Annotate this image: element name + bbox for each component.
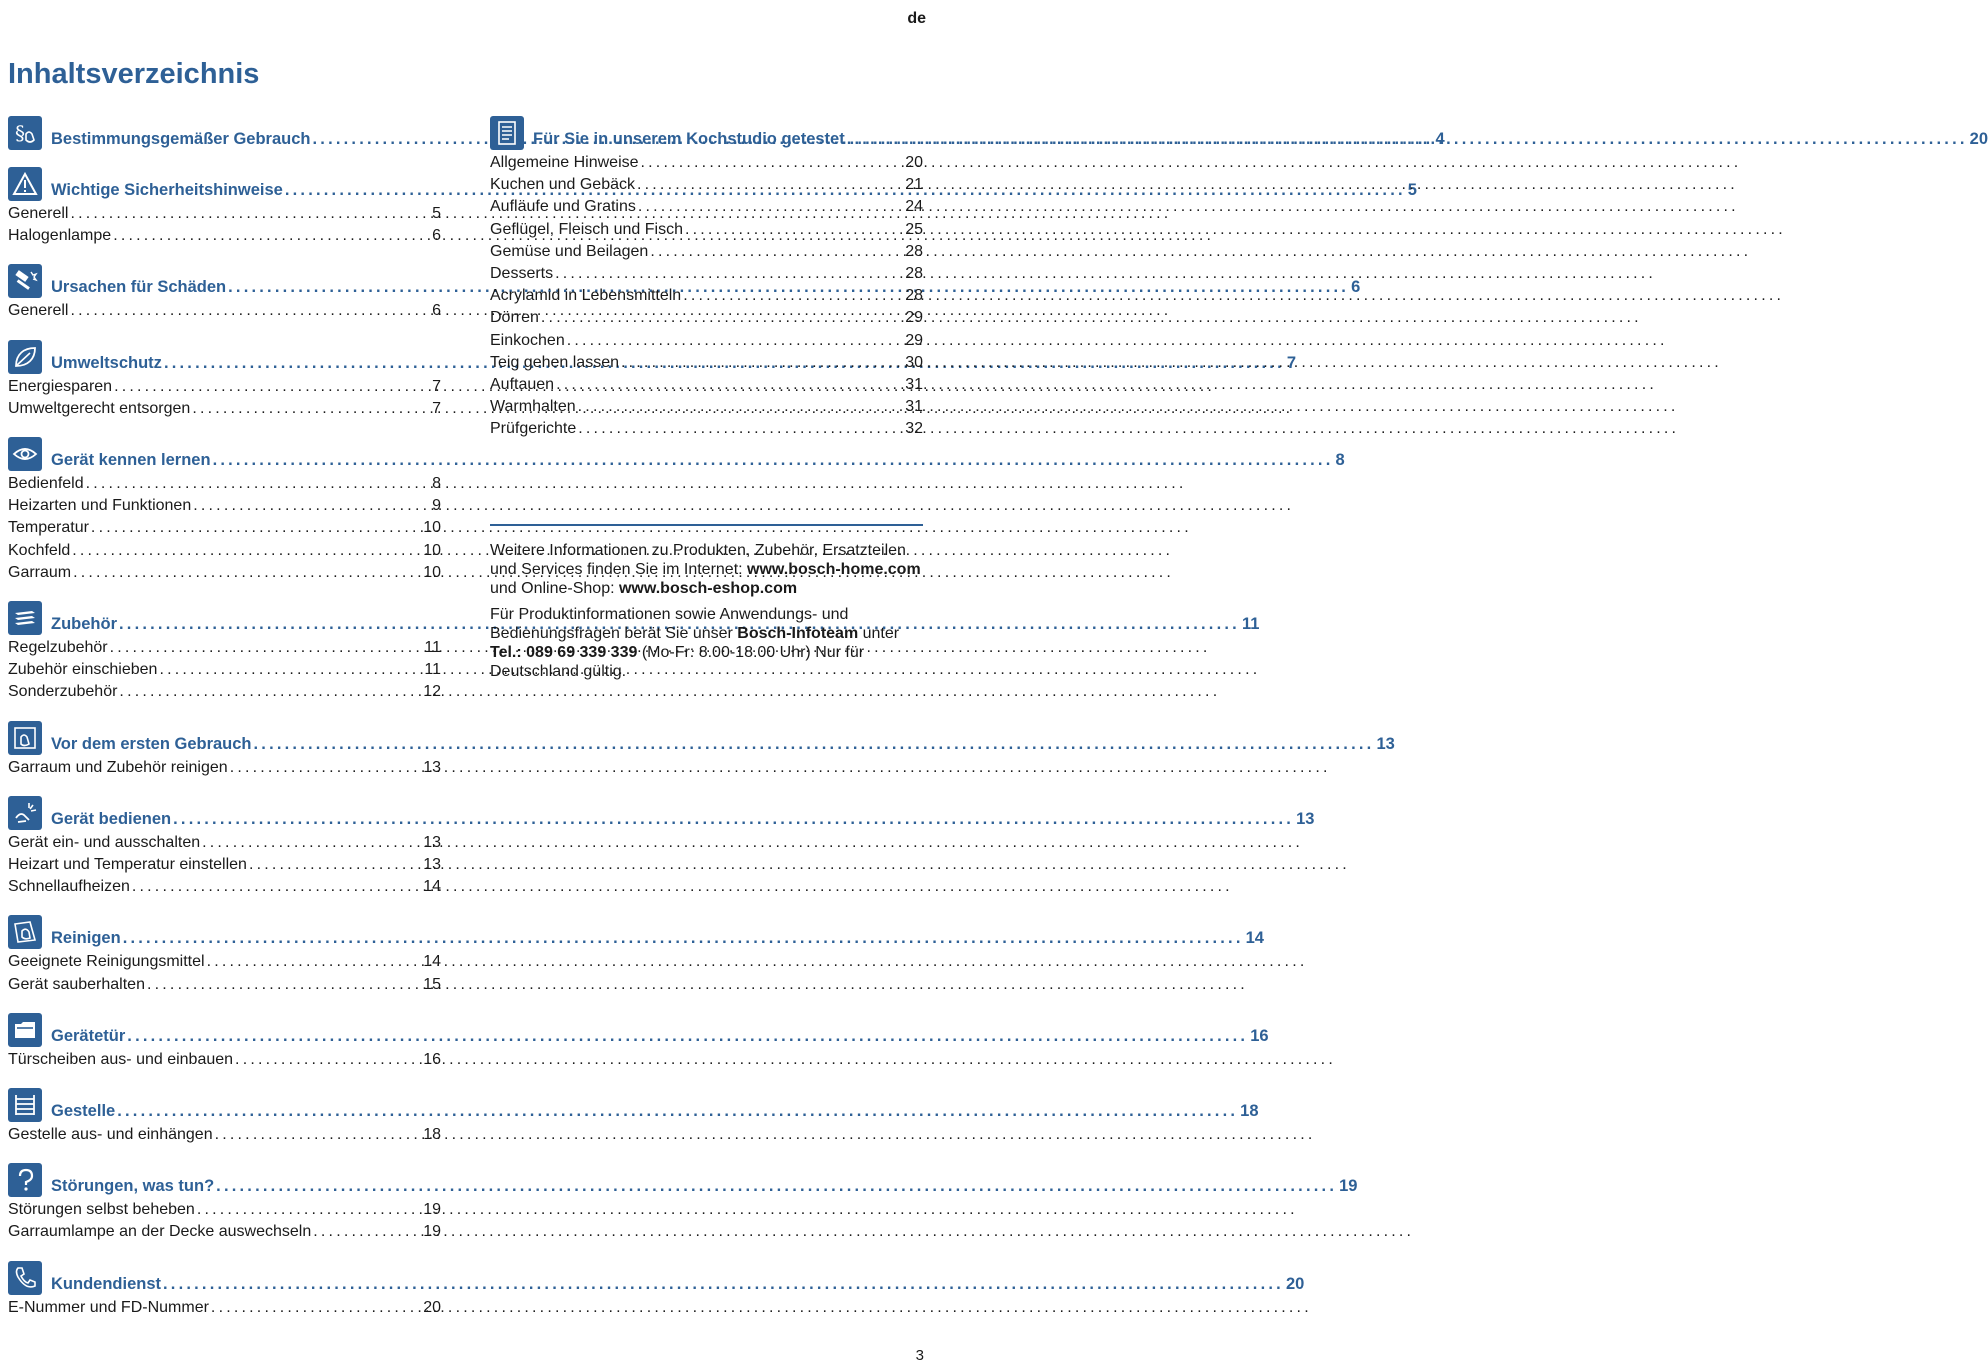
toc-heading-label: Gerätetür bbox=[51, 1026, 126, 1045]
toc-heading-page: 7 bbox=[1286, 353, 1297, 372]
toc-entry-page: 8 bbox=[432, 475, 441, 493]
page-title: Inhaltsverzeichnis bbox=[8, 58, 260, 90]
toc-entry-label: Gerät ein- und ausschalten bbox=[8, 833, 201, 851]
toc-entry[interactable] bbox=[8, 473, 441, 495]
info-text: und Online-Shop: bbox=[490, 580, 619, 597]
dot-leader bbox=[578, 396, 904, 418]
toc-entry[interactable] bbox=[8, 974, 441, 996]
toc-entry[interactable] bbox=[8, 1199, 441, 1221]
dot-leader bbox=[683, 285, 903, 307]
toc-entry-page: 13 bbox=[423, 856, 441, 874]
divider bbox=[490, 524, 923, 526]
dot-leader bbox=[685, 219, 903, 241]
toc-entry[interactable] bbox=[8, 398, 441, 420]
dot-leader bbox=[86, 473, 430, 495]
toc-entry-label: Desserts bbox=[490, 265, 554, 283]
toc-entry-page: 19 bbox=[423, 1223, 441, 1241]
toc-entry-label: Umweltgerecht entsorgen bbox=[8, 399, 191, 417]
hand-operate-icon bbox=[8, 796, 42, 830]
toc-entry-label: Geeignete Reinigungsmittel bbox=[8, 953, 205, 971]
toc-entry-page: 7 bbox=[432, 377, 441, 395]
toc-entry[interactable] bbox=[8, 951, 441, 973]
info-text: Für Produktinformationen sowie Anwendungs- und Bedienungsfragen berät Sie unser bbox=[490, 606, 849, 642]
toc-entry[interactable] bbox=[490, 418, 923, 440]
cleaning-hand-icon bbox=[8, 915, 42, 949]
toc-entry-page: 14 bbox=[423, 953, 441, 971]
toc-entry-label: Garraum bbox=[8, 563, 72, 581]
toc-entry[interactable] bbox=[490, 263, 923, 285]
toc-entry[interactable] bbox=[490, 241, 923, 263]
toc-entry-label: Störungen selbst beheben bbox=[8, 1201, 195, 1219]
eshop-link[interactable]: www.bosch-eshop.com bbox=[618, 580, 798, 597]
dot-leader bbox=[193, 495, 430, 517]
trays-icon bbox=[8, 601, 42, 635]
toc-entry-page: 13 bbox=[423, 758, 441, 776]
dot-leader bbox=[132, 876, 421, 898]
toc-entry-label: Garraumlampe an der Decke auswechseln bbox=[8, 1223, 312, 1241]
dot-leader bbox=[147, 974, 421, 996]
toc-entry-label: Türscheiben aus- und einbauen bbox=[8, 1050, 234, 1068]
info-paragraph-web bbox=[490, 541, 930, 598]
toc-entry-label: Warmhalten bbox=[490, 398, 576, 416]
dot-leader bbox=[313, 1221, 421, 1243]
section-heading bbox=[8, 794, 1315, 830]
toc-entry-label: Regelzubehör bbox=[8, 639, 108, 657]
dot-leader bbox=[215, 1124, 422, 1146]
dot-leader bbox=[567, 330, 903, 352]
toc-entry[interactable] bbox=[8, 832, 441, 854]
contact-info bbox=[490, 541, 930, 688]
dot-leader bbox=[541, 307, 903, 329]
toc-heading[interactable] bbox=[51, 734, 1395, 755]
dot-leader bbox=[127, 1026, 1248, 1046]
toc-heading-page: 18 bbox=[1240, 1102, 1259, 1121]
dot-leader bbox=[197, 1199, 421, 1221]
toc-heading[interactable] bbox=[51, 1176, 1357, 1197]
dot-leader bbox=[72, 540, 421, 562]
toc-entry[interactable] bbox=[8, 1049, 441, 1071]
toc-entry-page: 28 bbox=[905, 287, 923, 305]
dot-leader bbox=[114, 376, 430, 398]
toc-entry-label: Kuchen und Gebäck bbox=[490, 176, 635, 194]
toc-entry-label: Zubehör einschieben bbox=[8, 661, 158, 679]
toc-entry-label: Heizarten und Funktionen bbox=[8, 497, 192, 515]
toc-entry-page: 31 bbox=[905, 376, 923, 394]
toc-entry-page: 25 bbox=[905, 220, 923, 238]
toc-entry-page: 16 bbox=[423, 1050, 441, 1068]
phone-icon bbox=[8, 1261, 42, 1295]
toc-entry-page: 14 bbox=[423, 878, 441, 896]
toc-heading-page: 20 bbox=[1285, 1274, 1305, 1293]
toc-heading-label: Gerät kennen lernen bbox=[51, 451, 211, 470]
document-icon bbox=[490, 116, 524, 150]
dot-leader bbox=[578, 418, 903, 440]
toc-entry-page: 7 bbox=[432, 399, 441, 417]
dot-leader bbox=[117, 1101, 1238, 1121]
dot-leader bbox=[249, 854, 421, 876]
paragraph-hand-icon bbox=[8, 116, 42, 150]
toc-heading-page: 14 bbox=[1245, 929, 1264, 948]
toc-entry-label: Teig gehen lassen bbox=[490, 353, 619, 371]
toc-heading-page: 20 bbox=[1969, 130, 1988, 148]
toc-entry-label: Temperatur bbox=[8, 519, 89, 537]
toc-entry-page: 21 bbox=[905, 176, 923, 194]
section-heading bbox=[8, 719, 1395, 755]
dot-leader bbox=[73, 562, 421, 584]
dot-leader bbox=[192, 398, 430, 420]
section-heading bbox=[8, 1011, 1269, 1047]
dot-leader bbox=[110, 637, 423, 659]
hammer-icon bbox=[8, 264, 42, 298]
toc-heading-label: Ursachen für Schäden bbox=[51, 278, 227, 297]
toc-entry-label: Kochfeld bbox=[8, 541, 71, 559]
dot-leader bbox=[621, 352, 903, 374]
info-text: unter bbox=[858, 625, 900, 642]
toc-entry-page: 9 bbox=[432, 497, 441, 515]
first-use-icon bbox=[8, 721, 42, 755]
toc-entry-label: Sonderzubehör bbox=[8, 683, 118, 701]
toc-heading-page: 13 bbox=[1296, 809, 1315, 828]
toc-entry-label: Acrylamid in Lebensmitteln bbox=[490, 287, 682, 305]
toc-heading-label: Störungen, was tun? bbox=[51, 1177, 215, 1196]
toc-heading-page: 6 bbox=[1351, 278, 1361, 297]
door-icon bbox=[8, 1013, 42, 1047]
toc-section bbox=[8, 1011, 1269, 1071]
toc-entry-page: 12 bbox=[423, 683, 441, 701]
toc-section bbox=[8, 1259, 1305, 1319]
toc-entry-page: 18 bbox=[423, 1126, 441, 1144]
toc-entry-label: Aufläufe und Gratins bbox=[490, 198, 636, 216]
dot-leader bbox=[638, 196, 903, 218]
dot-leader bbox=[159, 659, 422, 681]
dot-leader bbox=[70, 300, 430, 322]
toc-section bbox=[8, 1086, 1259, 1146]
toc-entry[interactable] bbox=[8, 757, 441, 779]
toc-heading-label: Reinigen bbox=[51, 929, 121, 948]
svg-text:§: § bbox=[15, 121, 25, 145]
toc-entry[interactable] bbox=[8, 681, 441, 703]
toc-heading-label: Zubehör bbox=[51, 615, 117, 634]
toc-entry[interactable] bbox=[8, 300, 441, 322]
toc-section bbox=[8, 913, 1264, 995]
toc-entry-page: 28 bbox=[905, 242, 923, 260]
toc-entry[interactable] bbox=[490, 152, 923, 174]
toc-entry-label: Gestelle aus- und einhängen bbox=[8, 1126, 213, 1144]
toc-entry-page: 30 bbox=[905, 353, 923, 371]
toc-heading-page: 8 bbox=[1335, 451, 1345, 470]
toc-heading-page: 16 bbox=[1250, 1026, 1269, 1045]
toc-entry-page: 11 bbox=[424, 639, 441, 657]
toc-entry-page: 32 bbox=[905, 420, 923, 438]
phone-number: Tel.: 089 69 339 339 bbox=[490, 644, 638, 661]
section-heading bbox=[8, 1259, 1305, 1295]
dot-leader bbox=[211, 1297, 421, 1319]
toc-entry-page: 29 bbox=[905, 331, 923, 349]
toc-heading-label: Vor dem ersten Gebrauch bbox=[51, 734, 252, 753]
toc-entry-page: 31 bbox=[905, 398, 923, 416]
toc-entry[interactable] bbox=[8, 637, 441, 659]
eye-icon bbox=[8, 437, 42, 471]
toc-entry[interactable] bbox=[8, 1221, 441, 1243]
toc-section bbox=[8, 794, 1315, 899]
dot-leader bbox=[119, 681, 421, 703]
toc-entry-page: 5 bbox=[432, 205, 441, 222]
toc-entry-label: E-Nummer und FD-Nummer bbox=[8, 1298, 209, 1316]
toc-entry[interactable] bbox=[490, 396, 923, 418]
toc-entry-page: 10 bbox=[423, 541, 441, 559]
section-heading bbox=[490, 114, 1988, 150]
dot-leader bbox=[163, 1274, 1284, 1294]
toc-entry-page: 28 bbox=[905, 265, 923, 283]
toc-heading-page: 13 bbox=[1376, 734, 1395, 753]
toc-entry-page: 15 bbox=[423, 975, 441, 993]
toc-entry-page: 6 bbox=[432, 302, 441, 320]
rack-icon bbox=[8, 1088, 42, 1122]
toc-entry-label: Halogenlampe bbox=[8, 227, 112, 245]
toc-entry[interactable] bbox=[8, 876, 441, 898]
toc-entry-label: Geflügel, Fleisch und Fisch bbox=[490, 220, 683, 238]
toc-entry[interactable] bbox=[490, 219, 923, 241]
toc-entry[interactable] bbox=[8, 854, 441, 876]
info-paragraph-hotline bbox=[490, 605, 930, 681]
toc-heading-label: Bestimmungsgemäßer Gebrauch bbox=[51, 130, 311, 148]
leaf-icon bbox=[8, 340, 42, 374]
toc-entry-label: Prüfgerichte bbox=[490, 420, 577, 438]
dot-leader bbox=[235, 1049, 421, 1071]
toc-entry-label: Auftauen bbox=[490, 376, 555, 394]
language-code: de bbox=[907, 10, 926, 27]
toc-entry-label: Schnellaufheizen bbox=[8, 878, 130, 896]
toc-entry-page: 29 bbox=[905, 309, 923, 327]
toc-heading-label: Gerät bedienen bbox=[51, 809, 172, 828]
section-heading bbox=[8, 1161, 1358, 1197]
toc-entry-page: 6 bbox=[432, 227, 441, 245]
question-icon bbox=[8, 1163, 42, 1197]
toc-entry[interactable] bbox=[490, 285, 923, 307]
page-number: 3 bbox=[915, 1347, 924, 1364]
toc-entry-page: 24 bbox=[905, 198, 923, 216]
toc-entry[interactable] bbox=[8, 540, 441, 562]
toc-heading[interactable] bbox=[51, 928, 1264, 949]
dot-leader bbox=[207, 951, 422, 973]
dot-leader bbox=[70, 203, 430, 225]
toc-heading[interactable] bbox=[51, 809, 1314, 830]
toc-entry-label: Dörren bbox=[490, 309, 539, 327]
section-heading bbox=[8, 913, 1264, 949]
toc-heading-label: Für Sie in unserem Kochstudio getestet bbox=[533, 130, 845, 148]
toc-heading-label: Kundendienst bbox=[51, 1274, 161, 1293]
toc-entry-page: 10 bbox=[423, 519, 441, 537]
toc-entry[interactable] bbox=[8, 376, 441, 398]
section-heading bbox=[8, 435, 1345, 471]
toc-entry-label: Einkochen bbox=[490, 331, 565, 349]
dot-leader bbox=[123, 928, 1244, 948]
toc-entry-label: Generell bbox=[8, 302, 69, 320]
toc-heading-page: 11 bbox=[1241, 615, 1260, 634]
dot-leader bbox=[650, 241, 903, 263]
toc-section bbox=[8, 719, 1395, 779]
toc-heading-page: 4 bbox=[1435, 130, 1445, 148]
toc-entry-label: Gerät sauberhalten bbox=[8, 975, 145, 993]
toc-entry[interactable] bbox=[8, 1124, 441, 1146]
dot-leader bbox=[216, 1176, 1337, 1196]
warning-triangle-icon bbox=[8, 167, 42, 201]
dot-leader bbox=[113, 225, 430, 247]
toc-entry-label: Allgemeine Hinweise bbox=[490, 154, 639, 171]
toc-entry-page: 20 bbox=[423, 1298, 441, 1316]
dot-leader bbox=[254, 734, 1375, 754]
dot-leader bbox=[641, 152, 904, 174]
website-link[interactable]: www.bosch-home.com bbox=[747, 561, 921, 578]
infoteam-label: Bosch-Infoteam bbox=[737, 625, 859, 642]
toc-section bbox=[490, 114, 1988, 441]
toc-entry[interactable] bbox=[8, 495, 441, 517]
toc-entry-label: Generell bbox=[8, 205, 69, 222]
dot-leader bbox=[202, 832, 421, 854]
toc-entry[interactable] bbox=[8, 1297, 441, 1319]
toc-heading[interactable] bbox=[51, 1274, 1304, 1295]
dot-leader bbox=[637, 174, 903, 196]
toc-heading-label: Wichtige Sicherheitshinweise bbox=[51, 181, 283, 199]
toc-entry-page: 10 bbox=[423, 563, 441, 581]
toc-entry[interactable] bbox=[8, 517, 441, 539]
info-text: Weitere Informationen zu Produkten, Zubehör, Ersatzteilen und Services finden Sie im Internet: bbox=[490, 542, 906, 578]
dot-leader bbox=[555, 263, 903, 285]
toc-heading-page: 19 bbox=[1339, 1177, 1358, 1196]
toc-right-column bbox=[490, 114, 1988, 456]
toc-entry[interactable] bbox=[8, 562, 441, 584]
toc-entry-label: Energiesparen bbox=[8, 377, 113, 395]
toc-heading[interactable] bbox=[51, 1101, 1259, 1122]
dot-leader bbox=[847, 129, 1968, 149]
toc-entry-label: Heizart und Temperatur einstellen bbox=[8, 856, 247, 874]
dot-leader bbox=[91, 517, 421, 539]
toc-entry[interactable] bbox=[490, 174, 923, 196]
toc-section bbox=[8, 1161, 1358, 1243]
toc-entry-label: Garraum und Zubehör reinigen bbox=[8, 758, 228, 776]
toc-entry-page: 13 bbox=[423, 833, 441, 851]
info-text: (Mo-Fr: 8.00-18.00 Uhr) Nur für Deutschland gültig. bbox=[490, 644, 865, 680]
toc-entry-page: 19 bbox=[423, 1201, 441, 1219]
toc-heading-page: 5 bbox=[1407, 181, 1417, 199]
toc-heading-label: Gestelle bbox=[51, 1102, 116, 1121]
toc-entry[interactable] bbox=[490, 352, 923, 374]
toc-entry[interactable] bbox=[8, 659, 441, 681]
toc-entry-page: 20 bbox=[905, 154, 923, 171]
section-heading bbox=[8, 1086, 1259, 1122]
toc-entry[interactable] bbox=[490, 330, 923, 352]
toc-entry[interactable] bbox=[490, 196, 923, 218]
dot-leader bbox=[173, 809, 1294, 829]
toc-heading-label: Umweltschutz bbox=[51, 353, 162, 372]
toc-heading[interactable] bbox=[533, 129, 1988, 150]
toc-entry-label: Gemüse und Beilagen bbox=[490, 242, 649, 260]
toc-entry[interactable] bbox=[490, 374, 923, 396]
toc-entry[interactable] bbox=[490, 307, 923, 329]
toc-entry[interactable] bbox=[8, 203, 441, 225]
toc-entry-label: Bedienfeld bbox=[8, 475, 84, 493]
toc-entry-page: 11 bbox=[424, 661, 441, 679]
dot-leader bbox=[230, 757, 422, 779]
toc-heading[interactable] bbox=[51, 1026, 1269, 1047]
dot-leader bbox=[556, 374, 903, 396]
toc-entry[interactable] bbox=[8, 225, 441, 247]
